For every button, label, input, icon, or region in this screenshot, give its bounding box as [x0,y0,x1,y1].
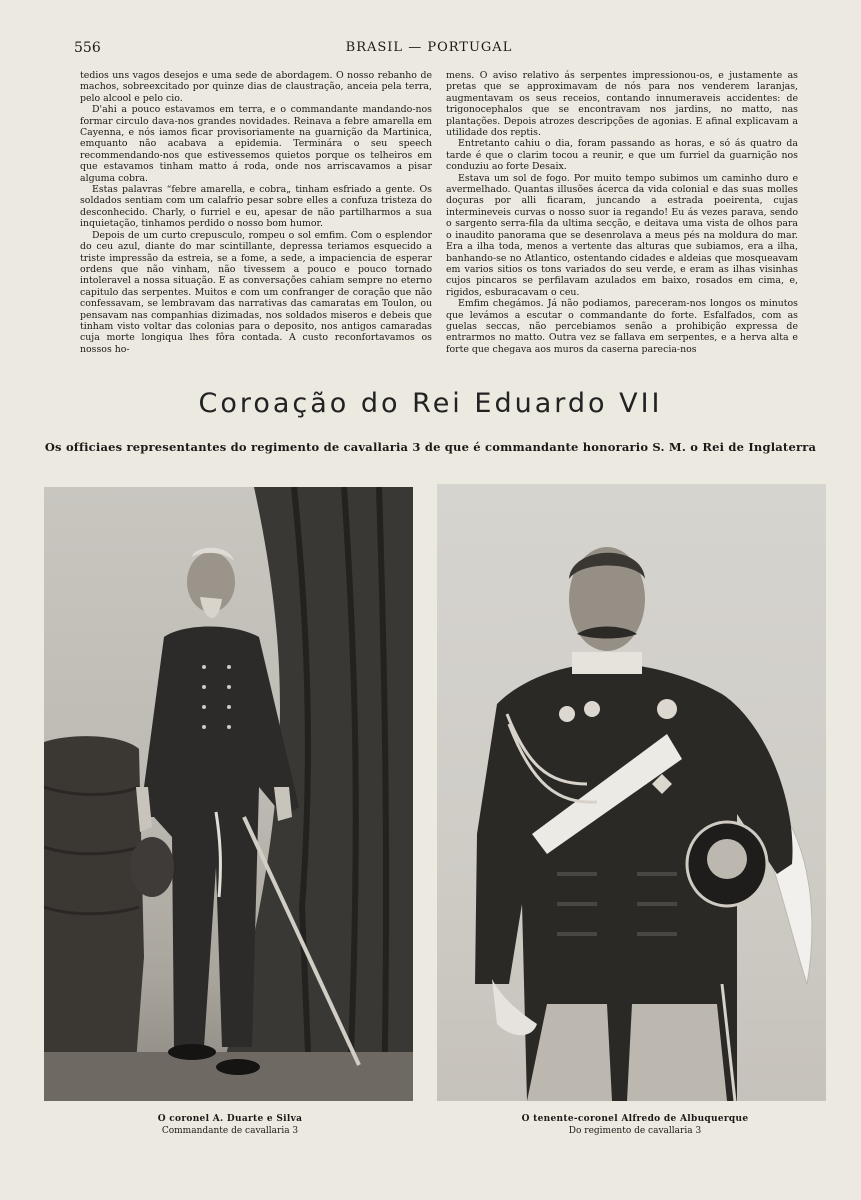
caption-role: Do regimento de cavallaria 3 [568,1126,702,1136]
photo-caption-colonel [70,1113,390,1137]
caption-role: Commandante de cavallaria 3 [161,1126,299,1136]
photo-colonel-illustration [44,487,413,1101]
paragraph: Depois de um curto crepusculo, rompeu o sol emfim. Com o esplendor do ceu azul, diante do mar scintillante, depressa teriamos esquecido a triste impressão da estreia, se a fome, a sede, a impaciencia de esperar ordens que não vinham, não tivessem a pouco e pouco tornado intoleravel a nossa situação. E as conversações cahiam sempre no eterno capitulo das serpentes. Muitos e com um confranger de coração que não confessavam, se lembravam das narrativas das camaratas em Toulon, ou pensavam nas companhias dizimadas, nos soldados miseros e debeis que tinham visto voltar das colonias para o deposito, nos antigos camaradas cuja morte longiqua lhes fôra contada. A custo reconfortavamos os nossos ho- [80,229,432,355]
paragraph: Entretanto cahiu o dia, foram passando as horas, e só ás quatro da tarde é que o clarim tocou a reunir, e que um furriel da guarnição nos conduziu ao forte Desaix. [446,138,798,173]
feature-headline: Coroação do Rei Eduardo VII [198,388,663,419]
photo-caption-lieutenant-colonel [460,1113,810,1137]
paragraph: Estava um sol de fogo. Por muito tempo subimos um caminho duro e avermelhado. Quantas illusões ácerca da vida colonial e das suas molles doçuras por alli ficaram, juncando a estrada poeirenta, cujas intermineveis curvas o nosso suor ia regando! Eu ás vezes parava, sendo o sargento serra-fila da ultima secção, e deitava uma vista de olhos para o inaudito panorama que se desenrolava a meus pés na moldura do mar. Era a ilha toda, menos a vertente das alturas que subiamos, era a ilha, banhando-se no Atlantico, ostentando cidades e aldeias que mosqueavam em varios sitios os tons variados do seu verde, e eram as ilhas visinhas cujos pincaros se perfilavam azulados em baixo, rosados em cima, e, rigidos, esburacavam o ceu. [446,172,798,298]
caption-name: O tenente-coronel Alfredo de Albuquerque [521,1114,749,1124]
feature-subtitle: Os officiaes representantes do regimento de cavallaria 3 de que é commandante honorario S. M. o Rei de Inglaterra [44,440,817,454]
paragraph: tedios uns vagos desejos e uma sede de abordagem. O nosso rebanho de machos, sobreexcitado por quinze dias de claustração, anceia pela terra, pelo alcool e pelo cio. [80,70,432,104]
paragraph: Estas palavras “febre amarella, e cobra„ tinham esfriado a gente. Os soldados sentiam com um calafrio pesar sobre elles a confuza tristeza do desconhecido. Charly, o furriel e eu, apesar de não partilharmos a sua inquietação, tinhamos perdido o nosso bom humor. [80,184,432,230]
article-column-right [446,70,798,362]
page-header [74,40,784,60]
paragraph: mens. O aviso relativo ás serpentes impressionou-os, e justamente as pretas que se approximavam de nós para nos venderem laranjas, augmentavam os seus receios, contando innumeraveis accidentes: de trigonocephalos que se encontravam nos jardins, no matto, nas plantações. Depois atrozes descripções de agonias. E afinal explicavam a utilidade dos reptis. [446,70,798,139]
photo-colonel [44,487,413,1101]
photo-lieutenant-colonel [437,484,826,1101]
article-column-left [80,70,432,362]
caption-name: O coronel A. Duarte e Silva [157,1114,303,1124]
paragraph: Emfim chegámos. Já não podiamos, pareceram-nos longos os minutos que levámos a escutar o commandante do forte. Esfalfados, com as guelas seccas, não percebiamos senão a prohibição expressa de entrarmos no matto. Outra vez se fallava em serpentes, e a herva alta e forte que chegava aos muros da caserna parecia-nos [446,298,798,355]
page-number: 556 [74,40,101,56]
running-title: BRASIL — PORTUGAL [345,40,513,55]
paragraph: D'ahi a pouco estavamos em terra, e o commandante mandando-nos formar circulo dava-nos grandes novidades. Reinava a febre amarella em Cayenna, e nós iamos ficar provisoriamente na guarnição da Martinica, emquanto não acabava a epidemia. Terminára o seu speech recommendando-nos que estivessemos quietos porque os telheiros em que estavamos tinham matto á roda, onde nos arriscavamos a pisar alguma cobra. [80,104,432,184]
photo-lieutenant-colonel-illustration [437,484,826,1101]
